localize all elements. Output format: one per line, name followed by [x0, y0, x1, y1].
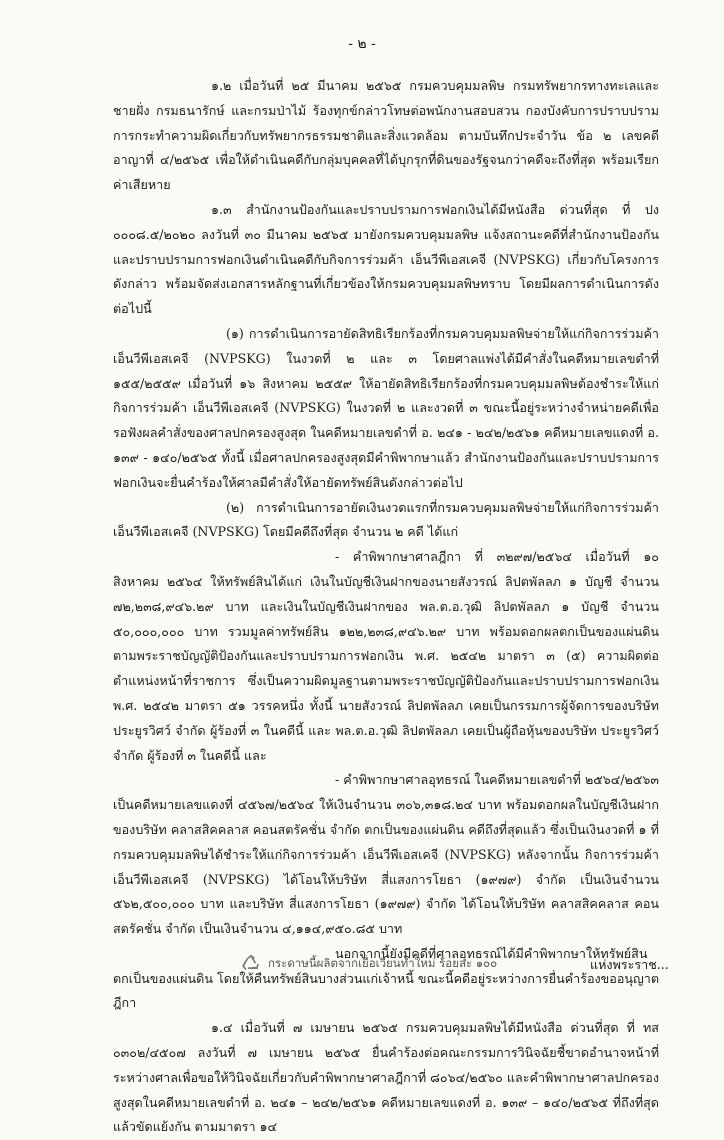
recycle-icon: [240, 953, 262, 975]
paragraph-item-2: (๒) การดำเนินการอายัดเงินงวดแรกที่กรมควบคุมมลพิษจ่ายให้แก่กิจการร่วมค้า เอ็นวีพีเอสเคจี (NVPSKG) โดยมีคดีถึงที่สุด จำนวน ๒ คดี ได้แก่: [113, 499, 659, 540]
paragraph-1-4: ๑.๔ เมื่อวันที่ ๗ เมษายน ๒๕๖๕ กรมควบคุมมลพิษได้มีหนังสือ ด่วนที่สุด ที่ ทส ๐๓๐๒/๔๕๐๗ ลงวันที่ ๗ เมษายน ๒๕๖๕ ยื่นคำร้องต่อคณะกรรมการวินิจฉัยชี้ขาดอำนาจหน้าที่ระหว่างศาลเพื่อขอให้วินิจฉัยเกี่ยวกับคำพิพากษาศาลฎีกาที่ ๘๐๖๔/๒๕๖๐ และคำพิพากษาศาลปกครองสูงสุดในคดีหมายเลขดำที่ อ. ๒๔๑ – ๒๔๒/๒๕๖๑ คดีหมายเลขแดงที่ อ. ๑๓๙ – ๑๔๐/๒๕๖๕ ที่ถึงที่สุดแล้วขัดแย้งกัน ตามมาตรา ๑๔: [113, 1020, 659, 1135]
paragraph-item-1: (๑) การดำเนินการอายัดสิทธิเรียกร้องที่กรมควบคุมมลพิษจ่ายให้แก่กิจการร่วมค้า เอ็นวีพีเอสเคจี (NVPSKG) ในงวดที่ ๒ และ ๓ โดยศาลแพ่งได้มีคำสั่งในคดีหมายเลขดำที่ ๑๕๕/๒๕๕๙ เมื่อวันที่ ๑๖ สิงหาคม ๒๕๕๙ ให้อายัดสิทธิเรียกร้องที่กรมควบคุมมลพิษต้องชำระให้แก่กิจการร่วมค้า เอ็นวีพีเอสเคจี (NVPSKG) ในงวดที่ ๒ และงวดที่ ๓ ขณะนี้อยู่ระหว่างจำหน่ายคดีเพื่อรอฟังผลคำสั่งของศาลปกครองสูงสุด ในคดีหมายเลขดำที่ อ. ๒๔๑ - ๒๔๒/๒๕๖๑ คดีหมายเลขแดงที่ อ. ๑๓๙ - ๑๔๐/๒๕๖๕ ทั้งนี้ เมื่อศาลปกครองสูงสุดมีคำพิพากษาแล้ว สำนักงานป้องกันและปราบปรามการฟอกเงินจะยื่นคำร้องให้ศาลมีคำสั่งให้อายัดทรัพย์สินดังกล่าวต่อไป: [113, 325, 659, 490]
recycled-paper-note: กระดาษนี้ผลิตจากเยื่อเวียนทำใหม่ ร้อยละ ๑๐๐: [268, 956, 498, 970]
page-number: - ๒ -: [348, 36, 376, 52]
paragraph-supreme-court-judgment: - คำพิพากษาศาลฎีกา ที่ ๓๒๙๗/๒๕๖๔ เมื่อวันที่ ๑๐ สิงหาคม ๒๕๖๔ ให้ทรัพย์สินได้แก่ เงินในบัญชีเงินฝากของนายสังวรณ์ ลิปตพัลลภ ๑ บัญชี จำนวน ๗๒,๒๓๘,๙๔๖.๒๙ บาท และเงินในบัญชีเงินฝากของ พล.ต.อ.วุฒิ ลิปตพัลลภ ๑ บัญชี จำนวน ๕๐,๐๐๐,๐๐๐ บาท รวมมูลค่าทรัพย์สิน ๑๒๒,๒๓๘,๙๔๖.๒๙ บาท พร้อมดอกผลตกเป็นของแผ่นดิน ตามพระราชบัญญัติป้องกันและปราบปรามการฟอกเงิน พ.ศ. ๒๕๔๒ มาตรา ๓ (๕) ความผิดต่อตำแหน่งหน้าที่ราชการ ซึ่งเป็นความผิดมูลฐานตามพระราชบัญญัติป้องกันและปราบปรามการฟอกเงิน พ.ศ. ๒๕๔๒ มาตรา ๕๑ วรรคหนึ่ง ทั้งนี้ นายสังวรณ์ ลิปตพัลลภ เคยเป็นกรรมการผู้จัดการของบริษัท ประยูรวิศว์ จำกัด ผู้ร้องที่ ๓ ในคดีนี้ และ พล.ต.อ.วุฒิ ลิปตพัลลภ เคยเป็นผู้ถือหุ้นของบริษัท ประยูรวิศว์ จำกัด ผู้ร้องที่ ๓ ในคดีนี้ และ: [113, 549, 659, 763]
continuation-text: แห่งพระราช...: [590, 957, 669, 972]
paragraph-appeal-court-judgment: - คำพิพากษาศาลอุทธรณ์ ในคดีหมายเลขดำที่ ๒๕๖๔/๒๕๖๓ เป็นคดีหมายเลขแดงที่ ๔๕๖๗/๒๕๖๔ ให้เงินจำนวน ๓๐๖,๓๑๘.๒๔ บาท พร้อมดอกผลในบัญชีเงินฝากของบริษัท คลาสสิคคลาส คอนสตรัคชั่น จำกัด ตกเป็นของแผ่นดิน คดีถึงที่สุดแล้ว ซึ่งเป็นเงินงวดที่ ๑ ที่กรมควบคุมมลพิษได้ชำระให้แก่กิจการร่วมค้า เอ็นวีพีเอสเคจี (NVPSKG) หลังจากนั้น กิจการร่วมค้า เอ็นวีพีเอสเคจี (NVPSKG) ได้โอนให้บริษัท สี่แสงการโยธา (๑๙๗๙) จำกัด เป็นเงินจำนวน ๕๖๒,๕๐๐,๐๐๐ บาท และบริษัท สี่แสงการโยธา (๑๙๗๙) จำกัด ได้โอนให้บริษัท คลาสสิคคลาส คอนสตรัคชั่น จำกัด เป็นเงินจำนวน ๔,๑๑๔,๙๕๐.๘๕ บาท: [113, 772, 659, 937]
page-footer: [0, 951, 724, 981]
paragraph-additional-case: นอกจากนี้ยังมีคดีที่ศาลอุทธรณ์ได้มีคำพิพากษาให้ทรัพย์สินตกเป็นของแผ่นดิน โดยให้คืนทรัพย์สินบางส่วนแก่เจ้าหนี้ ขณะนี้คดีอยู่ระหว่างการยื่นคำร้องขออนุญาตฎีกา: [113, 945, 659, 1011]
paragraph-1-2: ๑.๒ เมื่อวันที่ ๒๕ มีนาคม ๒๕๖๕ กรมควบคุมมลพิษ กรมทรัพยากรทางทะเลและชายฝั่ง กรมธนารักษ์ และกรมป่าไม้ ร้องทุกข์กล่าวโทษต่อพนักงานสอบสวน กองบังคับการปราบปรามการกระทำความผิดเกี่ยวกับทรัพยากรธรรมชาติและสิ่งแวดล้อม ตามบันทึกประจำวัน ข้อ ๒ เลขคดีอาญาที่ ๔/๒๕๖๕ เพื่อให้ดำเนินคดีกับกลุ่มบุคคลที่ได้บุกรุกที่ดินของรัฐจนกว่าคดีจะถึงที่สุด พร้อมเรียกค่าเสียหาย: [113, 78, 659, 193]
paragraph-1-3: ๑.๓ สำนักงานป้องกันและปราบปรามการฟอกเงินได้มีหนังสือ ด่วนที่สุด ที่ ปง ๐๐๐๘.๕/๒๐๒๐ ลงวันที่ ๓๐ มีนาคม ๒๕๖๕ มายังกรมควบคุมมลพิษ แจ้งสถานะคดีที่สำนักงานป้องกันและปราบปรามการฟอกเงินดำเนินคดีกับกิจการร่วมค้า เอ็นวีพีเอสเคจี (NVPSKG) เกี่ยวกับโครงการดังกล่าว พร้อมจัดส่งเอกสารหลักฐานที่เกี่ยวข้องให้กรมควบคุมมลพิษทราบ โดยมีผลการดำเนินการดังต่อไปนี้: [113, 201, 659, 317]
